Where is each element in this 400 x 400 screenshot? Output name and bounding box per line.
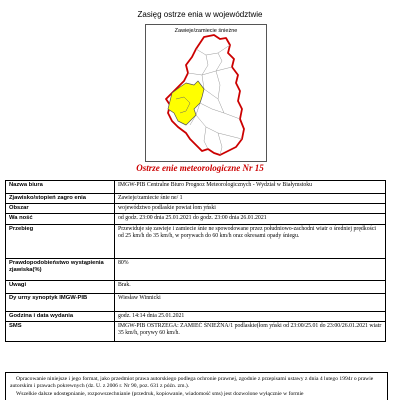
info-row: [6, 194, 386, 204]
info-row: [6, 204, 386, 214]
row-value: województwo podlaskie powiat łom yński: [115, 204, 386, 214]
info-row: [6, 280, 386, 293]
row-label: Uwagi: [6, 280, 115, 293]
row-value: Przewiduje się zawieje i zamiecie śnie ne spowodowane przez południowo-zachodni wiatr o średniej prędkości od 25 km/h do 35 km/h, w porywach do 60 km/h oraz okresami opady śniegu.: [115, 224, 386, 258]
warning-details-table: [5, 180, 386, 342]
row-label: Zjawisko/stopień zagro enia: [6, 194, 115, 204]
info-row: [6, 224, 386, 258]
note-line: Wszelkie dalsze udostępnianie, rozpowszechnianie (przedruk, kopiowanie, wiadomość sms) jest dozwolone wyłącznie w formie: [16, 390, 304, 397]
map-title: Zawieje/zamiecie śnieżne: [174, 28, 238, 34]
row-value: godz. 14:14 dnia 25.01.2021: [115, 311, 386, 321]
row-label: Wa ność: [6, 214, 115, 224]
row-value: Wiesław Winnicki: [115, 293, 386, 311]
row-value: 80%: [115, 258, 386, 280]
row-value: od godz. 23:00 dnia 25.01.2021 do godz. 23:00 dnia 26.01.2021: [115, 214, 386, 224]
map-heading: Zasięg ostrze enia w województwie: [137, 10, 263, 19]
info-row: [6, 258, 386, 280]
row-label: Prawdopodobieństwo wystąpienia zjawiska(%): [6, 258, 115, 280]
row-label: Przebieg: [6, 224, 115, 258]
row-label: Dy urny synoptyk IMGW-PIB: [6, 293, 115, 311]
row-value: IMGW-PIB Centralne Biuro Prognoz Meteorologicznych - Wydział w Białymstoku: [115, 181, 386, 194]
podlaskie-map-svg: [146, 25, 266, 161]
row-label: Obszar: [6, 204, 115, 214]
warning-title: Ostrze enie meteorologiczne Nr 15: [136, 163, 264, 173]
note-line: Opracowanie niniejsze i jego format, jako przedmiot prawa autorskiego podlega ochronie prawnej, zgodnie z przepisami ustawy z dnia 4 lutego 1994r o prawie autorskim i prawach pokrewnych (dz. U. z 2006 r. Nr 90, poz. 631 z późn. zm.).: [10, 376, 374, 390]
copyright-notes: [5, 372, 388, 400]
info-row: [6, 293, 386, 311]
row-value: Zawieje/zamiecie śnie ne/ 1: [115, 194, 386, 204]
row-label: SMS: [6, 321, 115, 341]
row-label: Godzina i data wydania: [6, 311, 115, 321]
info-row: [6, 214, 386, 224]
row-label: Nazwa biura: [6, 181, 115, 194]
row-value: Brak.: [115, 280, 386, 293]
info-row: [6, 321, 386, 341]
info-row: [6, 311, 386, 321]
warning-map: [145, 24, 267, 162]
row-value: IMGW-PIB OSTRZEGA: ZAMIEĆ ŚNIEŻNA/1 podlaskie(łom yński od 23:00/25.01 do 23:00/26.01.2021 wiatr 35 km/h, porywy 60 km/h.: [115, 321, 386, 341]
info-row: [6, 181, 386, 194]
